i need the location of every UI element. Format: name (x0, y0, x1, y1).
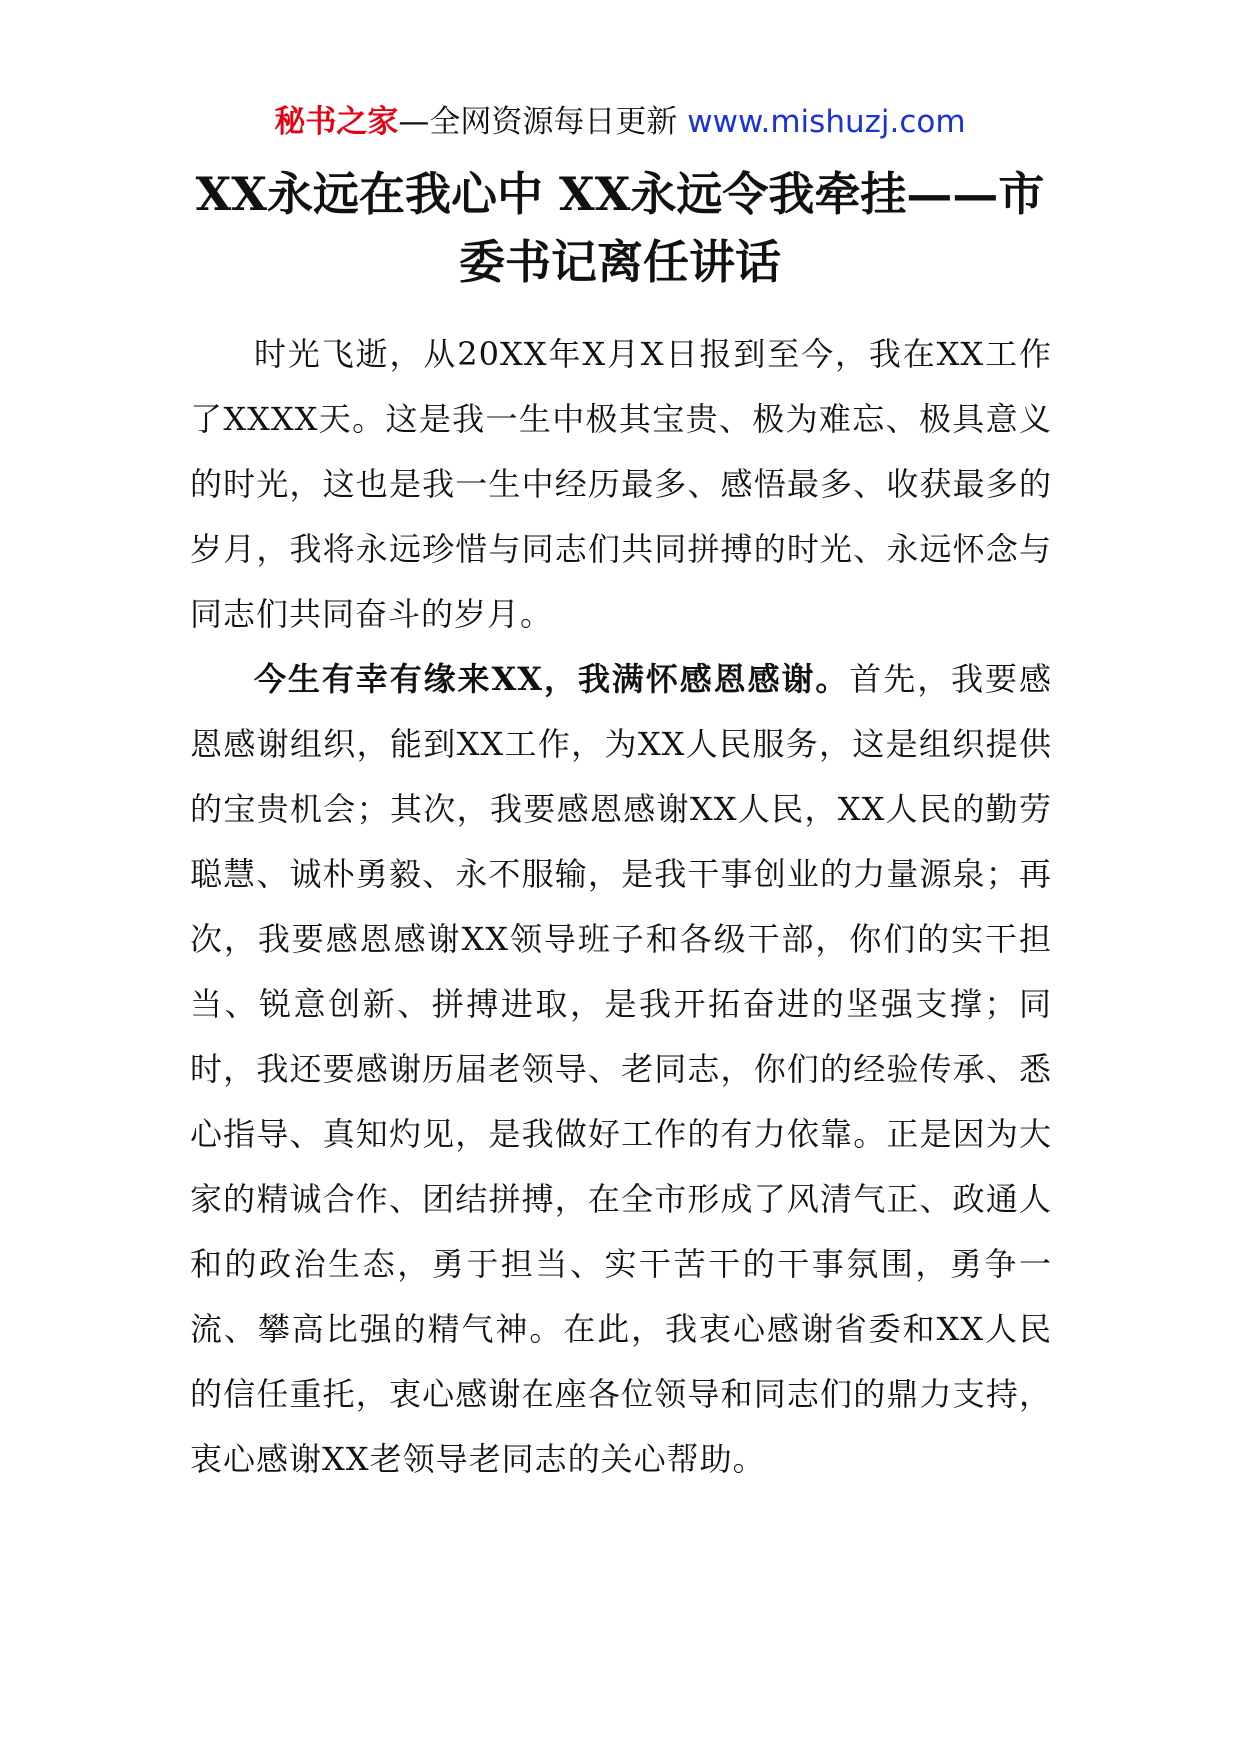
paragraph-1 (190, 322, 1052, 647)
paragraph-2 (190, 647, 1052, 1492)
site-url-link[interactable]: www.mishuzj.com (687, 104, 966, 140)
paragraph-1-text: 时光飞逝，从20XX年X月X日报到至今，我在XX工作了XXXX天。这是我一生中极其宝贵、极为难忘、极具意义的时光，这也是我一生中经历最多、感悟最多、收获最多的岁月，我将永远珍惜与同志们共同拼搏的时光、永远怀念与同志们共同奋斗的岁月。 (190, 335, 1052, 633)
site-header (0, 100, 1240, 144)
document-title: XX永远在我心中 XX永远令我牵挂——市委书记离任讲话 (195, 167, 1045, 289)
paragraph-2-text: 首先，我要感恩感谢组织，能到XX工作，为XX人民服务，这是组织提供的宝贵机会；其次，我要感恩感谢XX人民，XX人民的勤劳聪慧、诚朴勇毅、永不服输，是我干事创业的力量源泉；再次，我要感恩感谢XX领导班子和各级干部，你们的实干担当、锐意创新、拼搏进取，是我开拓奋进的坚强支撑；同时，我还要感谢历届老领导、老同志，你们的经验传承、悉心指导、真知灼见，是我做好工作的有力依靠。正是因为大家的精诚合作、团结拼搏，在全市形成了风清气正、政通人和的政治生态，勇于担当、实干苦干的干事氛围，勇争一流、攀高比强的精气神。在此，我衷心感谢省委和XX人民的信任重托，衷心感谢在座各位领导和同志们的鼎力支持，衷心感谢XX老领导老同志的关心帮助。 (190, 660, 1052, 1478)
header-tagline: —全网资源每日更新 (398, 104, 678, 140)
paragraph-2-lead: 今生有幸有缘来XX，我满怀感恩感谢。 (254, 660, 850, 698)
brand-name: 秘书之家 (274, 104, 399, 140)
document-body (190, 322, 1052, 1492)
